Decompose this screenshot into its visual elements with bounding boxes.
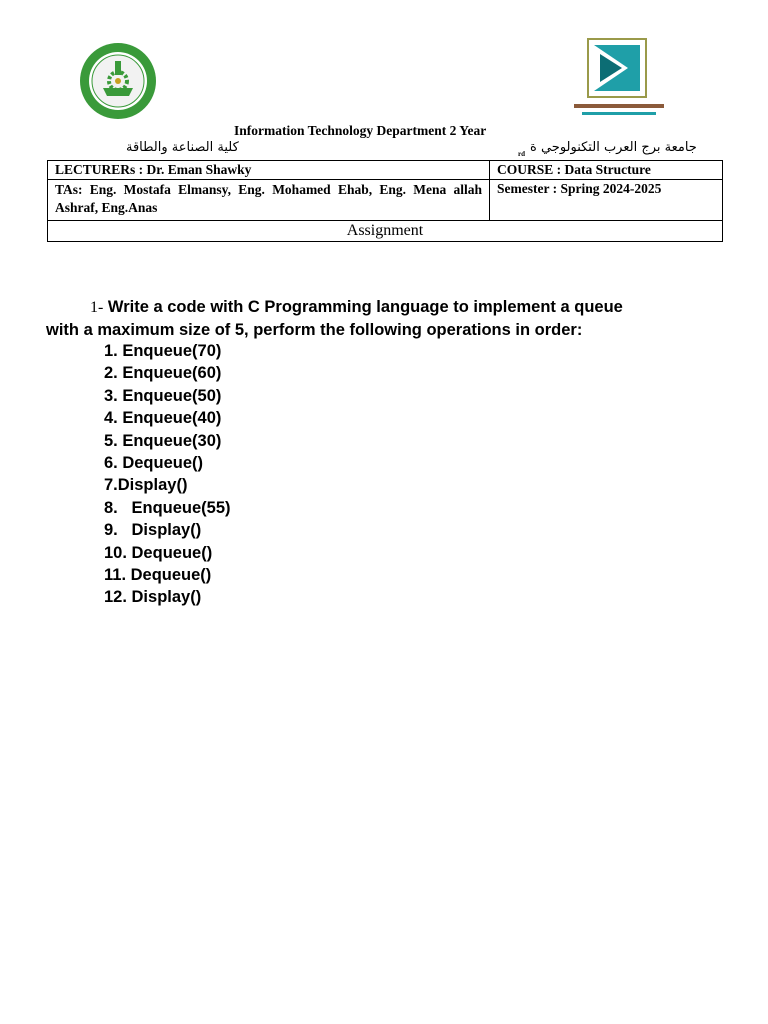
list-item: 3. Enqueue(50) xyxy=(104,386,222,405)
department-title: Information Technology Department 2 Year xyxy=(234,123,487,138)
list-item: 9. Display() xyxy=(104,521,202,540)
faculty-seal-logo xyxy=(79,42,157,120)
list-item: 8. Enqueue(55) xyxy=(104,498,231,517)
question-line-1: Write a code with C Programming language to implement a queue xyxy=(107,298,623,316)
list-item: 2. Enqueue(60) xyxy=(104,364,222,383)
list-item: 11. Dequeue() xyxy=(104,566,212,585)
university-name-arabic: جامعة برج العرب التكنولوجي ة xyxy=(530,140,697,155)
list-item: 5. Enqueue(30) xyxy=(104,431,222,450)
course-info-table xyxy=(47,160,723,242)
list-item: 7.Display() xyxy=(104,476,188,495)
question-line-2: with a maximum size of 5, perform the following operations in order: xyxy=(46,321,583,339)
list-item: 4. Enqueue(40) xyxy=(104,409,222,428)
tas-cell: TAs: Eng. Mostafa Elmansy, Eng. Mohamed Ehab, Eng. Mena allah Ashraf, Eng.Anas xyxy=(48,180,490,221)
list-item: 6. Dequeue() xyxy=(104,454,204,473)
list-item: 1. Enqueue(70) xyxy=(104,342,222,360)
faculty-name-arabic: كلية الصناعة والطاقة xyxy=(126,140,239,155)
year-superscript: rd xyxy=(518,150,525,158)
lecturers-cell: LECTURERs : Dr. Eman Shawky xyxy=(48,161,490,180)
course-cell: COURSE : Data Structure xyxy=(490,161,723,180)
operations-list xyxy=(104,340,231,609)
list-item: 12. Display() xyxy=(104,588,202,607)
semester-cell: Semester : Spring 2024-2025 xyxy=(490,180,723,221)
question-number: 1- xyxy=(90,299,104,316)
question-1 xyxy=(46,296,686,342)
assignment-title: Assignment xyxy=(48,221,723,242)
university-logo xyxy=(570,36,670,124)
list-item: 10. Dequeue() xyxy=(104,543,213,562)
